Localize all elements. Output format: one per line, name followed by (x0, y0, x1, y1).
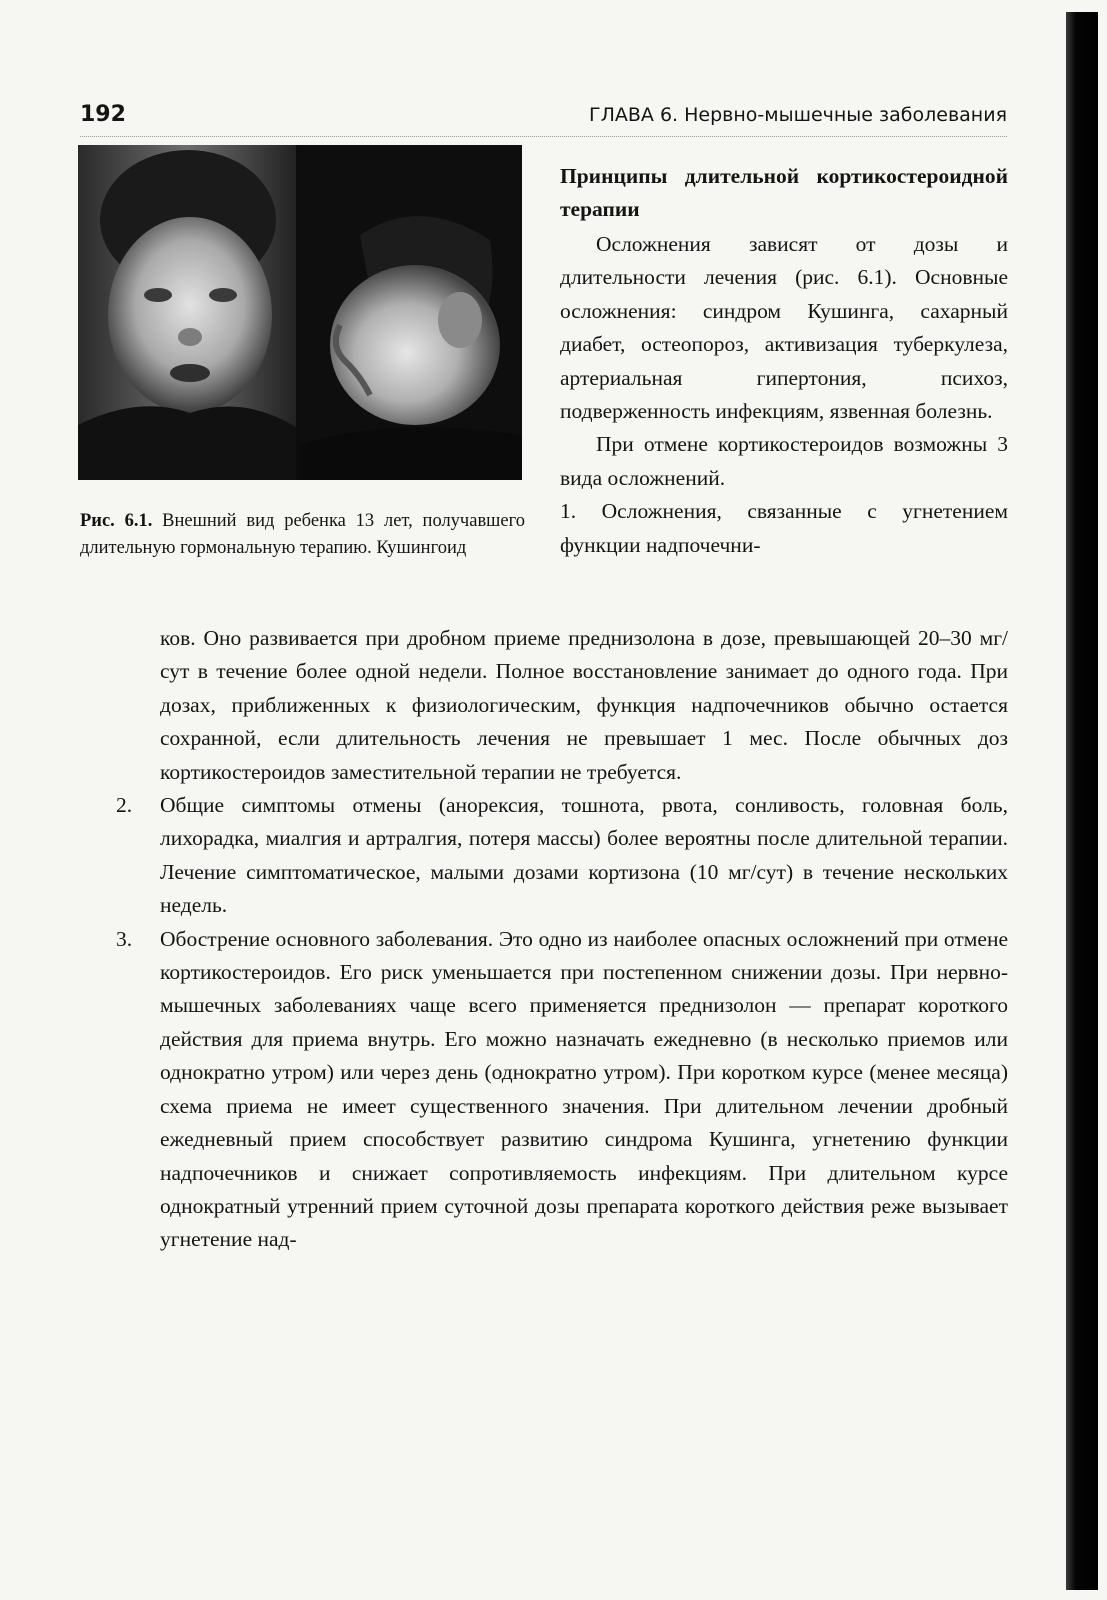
caption-label: Рис. 6.1. (80, 511, 153, 531)
list-item-3-text: Обострение основного заболевания. Это одно из наиболее опасных осложнений при отмене кортикостероидов. Его риск уменьшается при постепенном снижении дозы. При нервно-мышечных заболеваниях чаще всего применяется преднизолон — препарат короткого действия для приема внутрь. Его можно назначать ежедневно (в несколько приемов или однократно утром) или через день (однократно утром). При коротком курсе (менее месяца) схема приема не имеет существенного значения. При длительном лечении дробный ежедневный прием способствует развитию синдрома Кушинга, угнетению функции надпочечников и снижает сопротивляемость инфекциям. При длительном курсе однократный утренний прием суточной дозы препарата короткого действия реже вызывает угнетение над- (160, 926, 1008, 1252)
right-column (560, 160, 1008, 562)
list-item-1-continuation: ков. Оно развивается при дробном приеме преднизолона в дозе, превышающей 20–30 мг/сут в течение более одной недели. Полное восстановление занимает до одного года. При дозах, приближенных к физиологическим, функция надпочечников обычно остается сохранной, если длительность лечения не превышает 1 мес. После обычных доз кортикостероидов заместительной терапии не требуется. (160, 626, 1008, 784)
photo-profile-view (300, 145, 522, 480)
caption-text: Внешний вид ребенка 13 лет, получавшего длительную гормональную терапию. Кушингоид (80, 511, 526, 558)
figure-6-1 (78, 145, 522, 480)
paragraph-withdrawal-intro: При отмене кортикостероидов возможны 3 вида осложнений. (560, 432, 1008, 490)
list-item-3-number: 3. (116, 926, 133, 951)
running-head: ГЛАВА 6. Нервно-мышечные заболевания (589, 104, 1007, 126)
main-text-wide (116, 622, 1008, 1257)
page-number: 192 (80, 102, 126, 127)
list-item-2-text: Общие симптомы отмены (анорексия, тошнота, рвота, сонливость, головная боль, лихорадка, миалгия и артралгия, потеря массы) более вероятны после длительной терапии. Лечение симптоматическое, малыми дозами кортизона (10 мг/сут) в течение нескольких недель. (160, 793, 1008, 918)
list-item-1-number: 1. (560, 499, 577, 524)
list-item-1-head (560, 495, 1008, 562)
paragraph-complications: Осложнения зависят от дозы и длительности лечения (рис. 6.1). Основные осложнения: синдром Кушинга, сахарный диабет, остеопороз, активизация туберкулеза, артериальная гипертония, психоз, подверженность инфекциям, язвенная болезнь. (560, 232, 1008, 424)
photo-front-view (78, 145, 296, 480)
section-title: Принципы длительной кортикостероидной терапии (560, 164, 1008, 221)
list-item-3 (116, 923, 1008, 1257)
page-header (80, 100, 1007, 137)
list-item-1-head-text: Осложнения, связанные с угнетением функции надпочечни- (560, 499, 1009, 557)
list-item-2-number: 2. (116, 793, 133, 818)
figure-caption (80, 508, 525, 562)
book-spine-shadow (1066, 12, 1098, 1590)
list-item-2 (116, 789, 1008, 923)
